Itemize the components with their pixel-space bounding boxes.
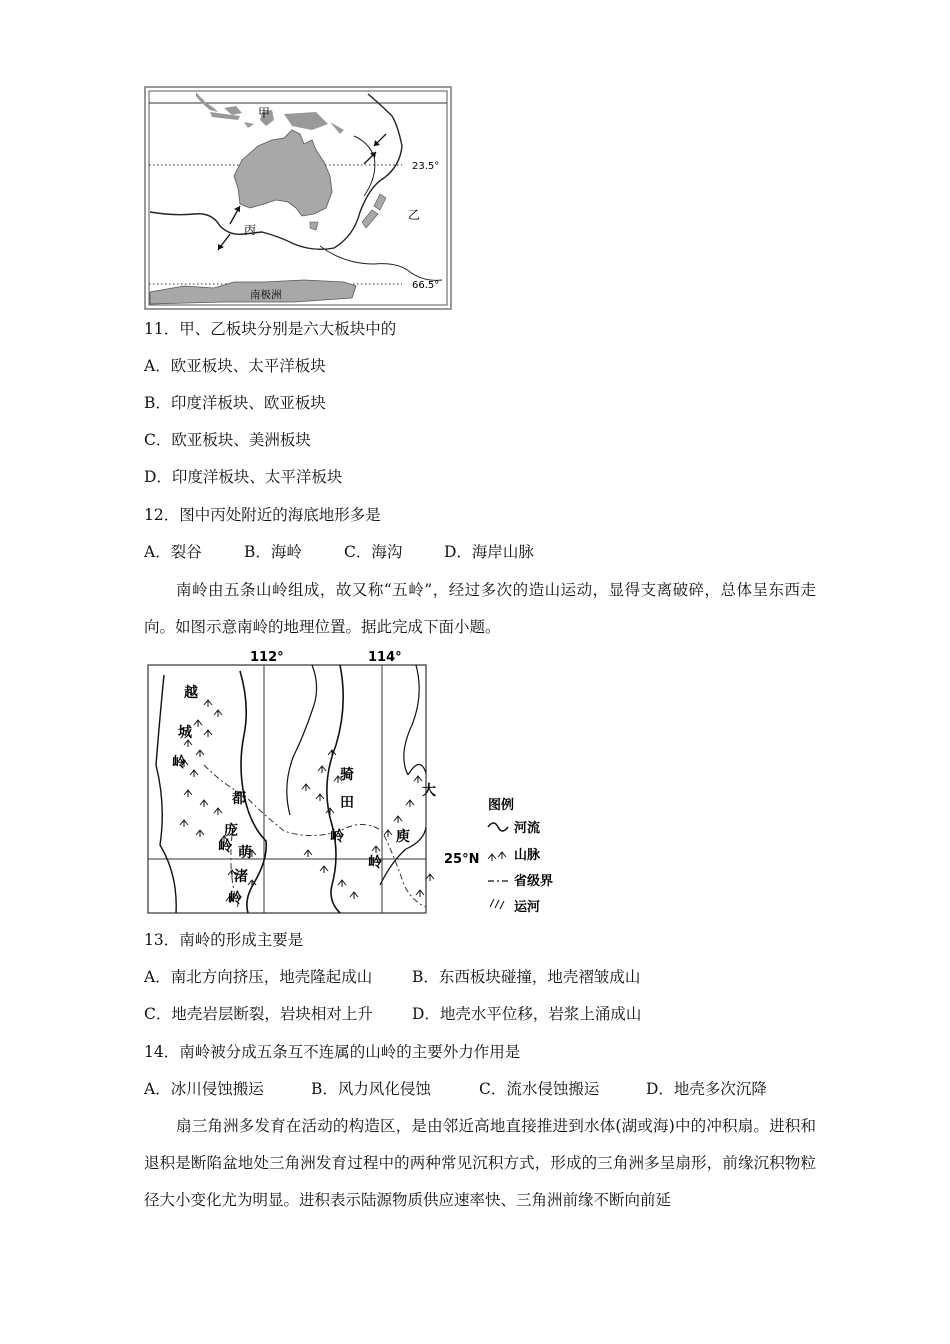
label-bing: 丙 xyxy=(244,223,257,237)
legend-title: 图例 xyxy=(488,798,515,813)
plate-map-figure xyxy=(144,86,452,310)
legend-river: 河流 xyxy=(514,821,541,836)
q11-stem: 11．甲、乙板块分别是六大板块中的 xyxy=(144,320,397,338)
q14-stem: 14．南岭被分成五条互不连属的山岭的主要外力作用是 xyxy=(144,1043,521,1061)
q12-stem: 12．图中丙处附近的海底地形多是 xyxy=(144,506,381,524)
q12-option-b[interactable]: B．海岭 xyxy=(244,543,302,561)
yuechengling-char-1: 越 xyxy=(184,685,198,701)
label-antarctica: 南极洲 xyxy=(250,289,282,301)
label-jia: 甲 xyxy=(258,106,271,120)
q14-options xyxy=(144,1078,767,1100)
legend-river-symbol xyxy=(488,823,508,831)
q13-option-a[interactable]: A．南北方向挤压，地壳隆起成山 xyxy=(144,968,373,986)
tropic-label: 23.5° xyxy=(412,161,440,172)
qitianling-char-3: 岭 xyxy=(330,829,344,845)
nanling-map xyxy=(144,645,568,917)
q14-option-b[interactable]: B．风力风化侵蚀 xyxy=(311,1080,431,1098)
dayuling-char-1: 大 xyxy=(422,783,436,799)
passage-fan-delta: 扇三角洲多发育在活动的构造区，是由邻近高地直接推进到水体(湖或海)中的冲积扇。进积和退积是断陷盆地处三角洲发育过程中的两种常见沉积方式，形成的三角洲多呈扇形，前缘沉积物粒径大小变化尤为明显。进积表示陆源物质供应速率快、三角洲前缘不断向前延 xyxy=(144,1117,816,1209)
q13-option-b[interactable]: B．东西板块碰撞，地壳褶皱成山 xyxy=(412,968,641,986)
q12-options xyxy=(144,541,534,563)
q14-option-d[interactable]: D．地壳多次沉降 xyxy=(646,1080,767,1098)
q14-option-c[interactable]: C．流水侵蚀搬运 xyxy=(479,1080,600,1098)
qitianling-char-1: 骑 xyxy=(340,767,354,783)
q12-option-d[interactable]: D．海岸山脉 xyxy=(444,543,534,561)
dupangling-char-2: 庞 xyxy=(224,823,238,839)
legend-mountain-symbol xyxy=(488,852,506,861)
yuechengling-char-2: 城 xyxy=(178,725,192,741)
q11-option-c[interactable]: C．欧亚板块、美洲板块 xyxy=(144,431,311,449)
label-yi: 乙 xyxy=(408,208,421,222)
qitianling-char-2: 田 xyxy=(340,795,354,811)
dayuling-char-2: 庾 xyxy=(396,829,410,845)
q13-option-c[interactable]: C．地壳岩层断裂，岩块相对上升 xyxy=(144,1005,373,1023)
q12-option-c[interactable]: C．海沟 xyxy=(344,543,403,561)
plate-map xyxy=(144,86,452,310)
q14-option-a[interactable]: A．冰川侵蚀搬运 xyxy=(144,1080,264,1098)
lon-112-label: 112° xyxy=(250,650,284,665)
q13-stem: 13．南岭的形成主要是 xyxy=(144,931,304,949)
legend-canal-symbol xyxy=(490,899,504,909)
lat-25n-label: 25°N xyxy=(444,852,480,867)
dayuling-char-3: 岭 xyxy=(368,855,382,871)
passage-nanling: 南岭由五条山岭组成，故又称“五岭”，经过多次的造山运动，显得支离破碎，总体呈东西走向。如图示意南岭的地理位置。据此完成下面小题。 xyxy=(144,581,816,636)
q11-option-b[interactable]: B．印度洋板块、欧亚板块 xyxy=(144,394,326,412)
antarctic-circle-label: 66.5° xyxy=(412,280,440,291)
legend-boundary: 省级界 xyxy=(514,874,554,889)
dupangling-char-1: 都 xyxy=(232,791,246,807)
q12-option-a[interactable]: A．裂谷 xyxy=(144,543,202,561)
q13-option-d[interactable]: D．地壳水平位移，岩浆上涌成山 xyxy=(412,1005,642,1023)
legend-mountain: 山脉 xyxy=(514,848,541,863)
lon-114-label: 114° xyxy=(368,650,402,665)
dupangling-char-3: 岭 xyxy=(218,839,232,855)
legend-canal: 运河 xyxy=(514,900,541,915)
legend xyxy=(488,797,553,915)
q11-option-d[interactable]: D．印度洋板块、太平洋板块 xyxy=(144,468,343,486)
q13-options-row2 xyxy=(144,1003,641,1025)
q11-option-a[interactable]: A．欧亚板块、太平洋板块 xyxy=(144,357,326,375)
nanling-map-figure xyxy=(144,645,568,917)
mengzhuling-char-1: 萌 xyxy=(238,845,252,861)
q13-options-row1 xyxy=(144,966,640,988)
yuechengling-char-3: 岭 xyxy=(172,755,186,771)
mengzhuling-char-2: 渚 xyxy=(234,869,248,885)
mengzhuling-char-3: 岭 xyxy=(228,891,242,907)
